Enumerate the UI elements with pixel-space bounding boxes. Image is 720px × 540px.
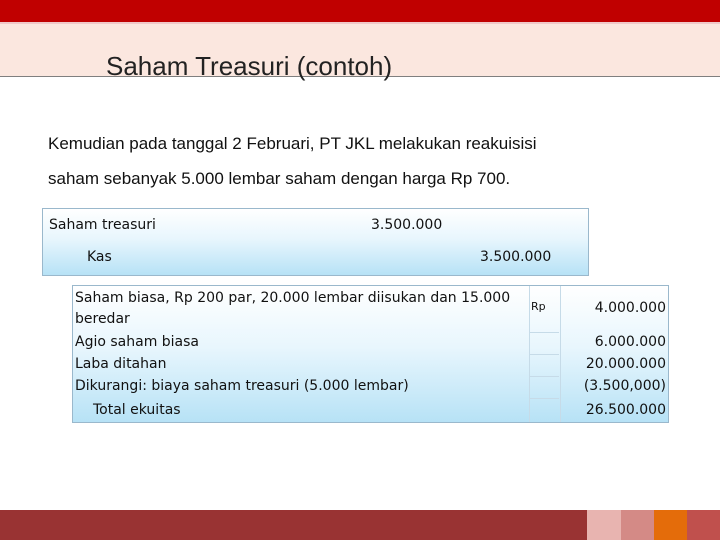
equity-row-label: Dikurangi: biaya saham treasuri (5.000 lembar) (75, 378, 409, 394)
equity-row-value: 20.000.000 (585, 356, 666, 372)
intro-text-line-1: Kemudian pada tanggal 2 Februari, PT JKL melakukan reakuisisi (48, 134, 537, 153)
equity-row-label: Saham biasa, Rp 200 par, 20.000 lembar diisukan dan 15.000 (75, 290, 511, 306)
journal-debit-account: Saham treasuri (49, 217, 156, 233)
equity-row-value: 6.000.000 (594, 334, 666, 350)
equity-total-label: Total ekuitas (93, 402, 181, 418)
equity-table (72, 285, 669, 423)
equity-row-value: 4.000.000 (594, 300, 666, 316)
journal-debit-amount: 3.500.000 (371, 217, 443, 233)
equity-row-label: Laba ditahan (75, 356, 167, 372)
row-divider (529, 354, 559, 355)
currency-label: Rp (531, 300, 546, 313)
intro-text-line-2: saham sebanyak 5.000 lembar saham dengan harga Rp 700. (48, 169, 511, 188)
equity-row-label: Agio saham biasa (75, 334, 200, 350)
decor-square (654, 510, 687, 540)
equity-row-label-continued: beredar (75, 311, 130, 327)
decor-square (621, 510, 654, 540)
decor-square (687, 510, 720, 540)
journal-credit-amount: 3.500.000 (480, 249, 552, 265)
journal-credit-account: Kas (87, 249, 112, 265)
equity-row-value: (3.500,000) (583, 378, 666, 394)
row-divider (529, 376, 559, 377)
equity-total-value: 26.500.000 (585, 402, 666, 418)
slide-title: Saham Treasuri (contoh) (106, 51, 393, 81)
decor-square (587, 510, 621, 540)
top-accent-bar (0, 0, 720, 24)
row-divider (529, 398, 559, 399)
row-divider (529, 332, 559, 333)
journal-entry-box (42, 208, 589, 276)
